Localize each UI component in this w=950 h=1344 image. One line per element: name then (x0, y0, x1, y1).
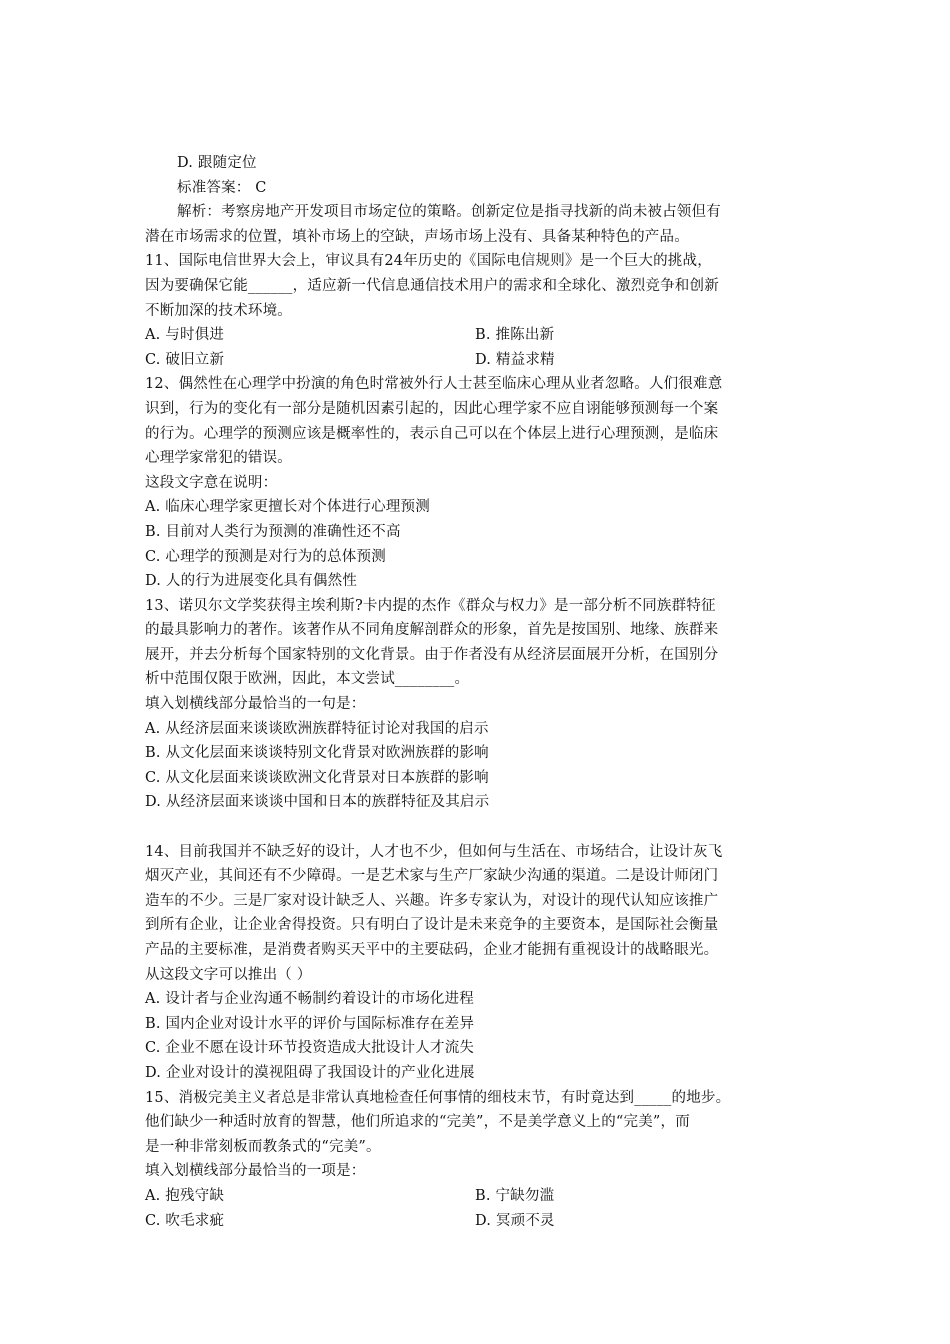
q11-stem-line: 因为要确保它能______，适应新一代信息通信技术用户的需求和全球化、激烈竞争和创新 (145, 277, 719, 294)
q14-option-b: B. 国内企业对设计水平的评价与国际标准存在差异 (145, 1015, 475, 1032)
q14-prompt: 从这段文字可以推出（ ） (145, 966, 312, 983)
q15-option-d: D. 冥顽不灵 (475, 1212, 555, 1229)
q13-stem-line: 展开，并去分析每个国家特别的文化背景。由于作者没有从经济层面展开分析，在国别分 (145, 646, 719, 663)
q10-analysis-line: 解析：考察房地产开发项目市场定位的策略。创新定位是指寻找新的尚未被占领但有 (177, 204, 721, 221)
q11-stem-line: 不断加深的技术环境。 (145, 302, 292, 319)
q13-prompt: 填入划横线部分最恰当的一句是： (145, 696, 366, 713)
q14-option-c: C. 企业不愿在设计环节投资造成大批设计人才流失 (145, 1040, 475, 1057)
q11-option-d: D. 精益求精 (475, 351, 555, 368)
q10-answer: 标准答案： C (177, 179, 267, 196)
q10-option-d: D. 跟随定位 (177, 155, 257, 171)
q14-stem-line: 到所有企业，让企业舍得投资。只有明白了设计是未来竞争的主要资本，是国际社会衡量 (145, 917, 719, 934)
q13-option-b: B. 从文化层面来谈谈特别文化背景对欧洲族群的影响 (145, 745, 489, 762)
q11-stem-line: 11、国际电信世界大会上，审议具有24年历史的《国际电信规则》是一个巨大的挑战， (145, 253, 712, 270)
q15-option-b: B. 宁缺勿滥 (475, 1187, 555, 1204)
q12-stem-line: 12、偶然性在心理学中扮演的角色时常被外行人士甚至临床心理从业者忽略。人们很难意 (145, 376, 723, 393)
q12-option-a: A. 临床心理学家更擅长对个体进行心理预测 (145, 499, 430, 516)
document-page (145, 151, 825, 1233)
q11-options-row (145, 348, 825, 373)
q14-stem-line: 造车的不少。三是厂家对设计缺乏人、兴趣。许多专家认为，对设计的现代认知应该推广 (145, 892, 719, 909)
q15-stem-line: 15、消极完美主义者总是非常认真地检查任何事情的细枝末节，有时竟达到_____的地步。 (145, 1089, 731, 1106)
q12-prompt: 这段文字意在说明： (145, 474, 278, 491)
blank-spacer (145, 815, 825, 840)
q14-stem-line: 烟灭产业，其间还有不少障碍。一是艺术家与生产厂家缺少沟通的渠道。二是设计师闭门 (145, 868, 719, 885)
q11-option-c: C. 破旧立新 (145, 351, 225, 368)
q13-stem-line: 的最具影响力的著作。该著作从不同角度解剖群众的形象，首先是按国别、地缘、族群来 (145, 622, 719, 639)
q13-option-c: C. 从文化层面来谈谈欧洲文化背景对日本族群的影响 (145, 769, 489, 786)
q15-stem-line: 是一种非常刻板而教条式的“完美”。 (145, 1138, 381, 1155)
q12-stem-line: 心理学家常犯的错误。 (145, 450, 292, 467)
q15-prompt: 填入划横线部分最恰当的一项是： (145, 1163, 366, 1180)
q13-option-a: A. 从经济层面来谈谈欧洲族群特征讨论对我国的启示 (145, 720, 489, 737)
q14-option-a: A. 设计者与企业沟通不畅制约着设计的市场化进程 (145, 991, 474, 1008)
q15-options-row (145, 1184, 825, 1209)
q15-option-a: A. 抱残守缺 (145, 1187, 225, 1204)
q11-option-b: B. 推陈出新 (475, 327, 555, 344)
q14-option-d: D. 企业对设计的漠视阻碍了我国设计的产业化进展 (145, 1064, 475, 1081)
q13-stem-line: 析中范围仅限于欧洲，因此，本文尝试________。 (145, 671, 470, 688)
q15-stem-line: 他们缺少一种适时放育的智慧，他们所追求的“完美”，不是美学意义上的“完美”，而 (145, 1114, 690, 1131)
q13-option-d: D. 从经济层面来谈谈中国和日本的族群特征及其启示 (145, 794, 490, 811)
q15-option-c: C. 吹毛求疵 (145, 1212, 225, 1229)
q12-stem-line: 的行为。心理学的预测应该是概率性的，表示自己可以在个体层上进行心理预测，是临床 (145, 425, 719, 442)
q12-option-c: C. 心理学的预测是对行为的总体预测 (145, 548, 386, 565)
q14-stem-line: 产品的主要标准，是消费者购买天平中的主要砝码，企业才能拥有重视设计的战略眼光。 (145, 942, 719, 958)
q12-option-b: B. 目前对人类行为预测的准确性还不高 (145, 523, 401, 540)
q11-options-row (145, 323, 825, 348)
q12-stem-line: 识到，行为的变化有一部分是随机因素引起的，因此心理学家不应自诩能够预测每一个案 (145, 400, 719, 417)
q14-stem-line: 14、目前我国并不缺乏好的设计，人才也不少，但如何与生活在、市场结合，让设计灰飞 (145, 843, 723, 860)
q11-option-a: A. 与时俱进 (145, 327, 225, 344)
q12-option-d: D. 人的行为进展变化具有偶然性 (145, 573, 358, 590)
q13-stem-line: 13、诺贝尔文学奖获得主埃利斯?卡内提的杰作《群众与权力》是一部分析不同族群特征 (145, 597, 716, 614)
q10-analysis-line: 潜在市场需求的位置，填补市场上的空缺，声场市场上没有、具备某种特色的产品。 (145, 228, 689, 245)
q15-options-row (145, 1209, 825, 1234)
